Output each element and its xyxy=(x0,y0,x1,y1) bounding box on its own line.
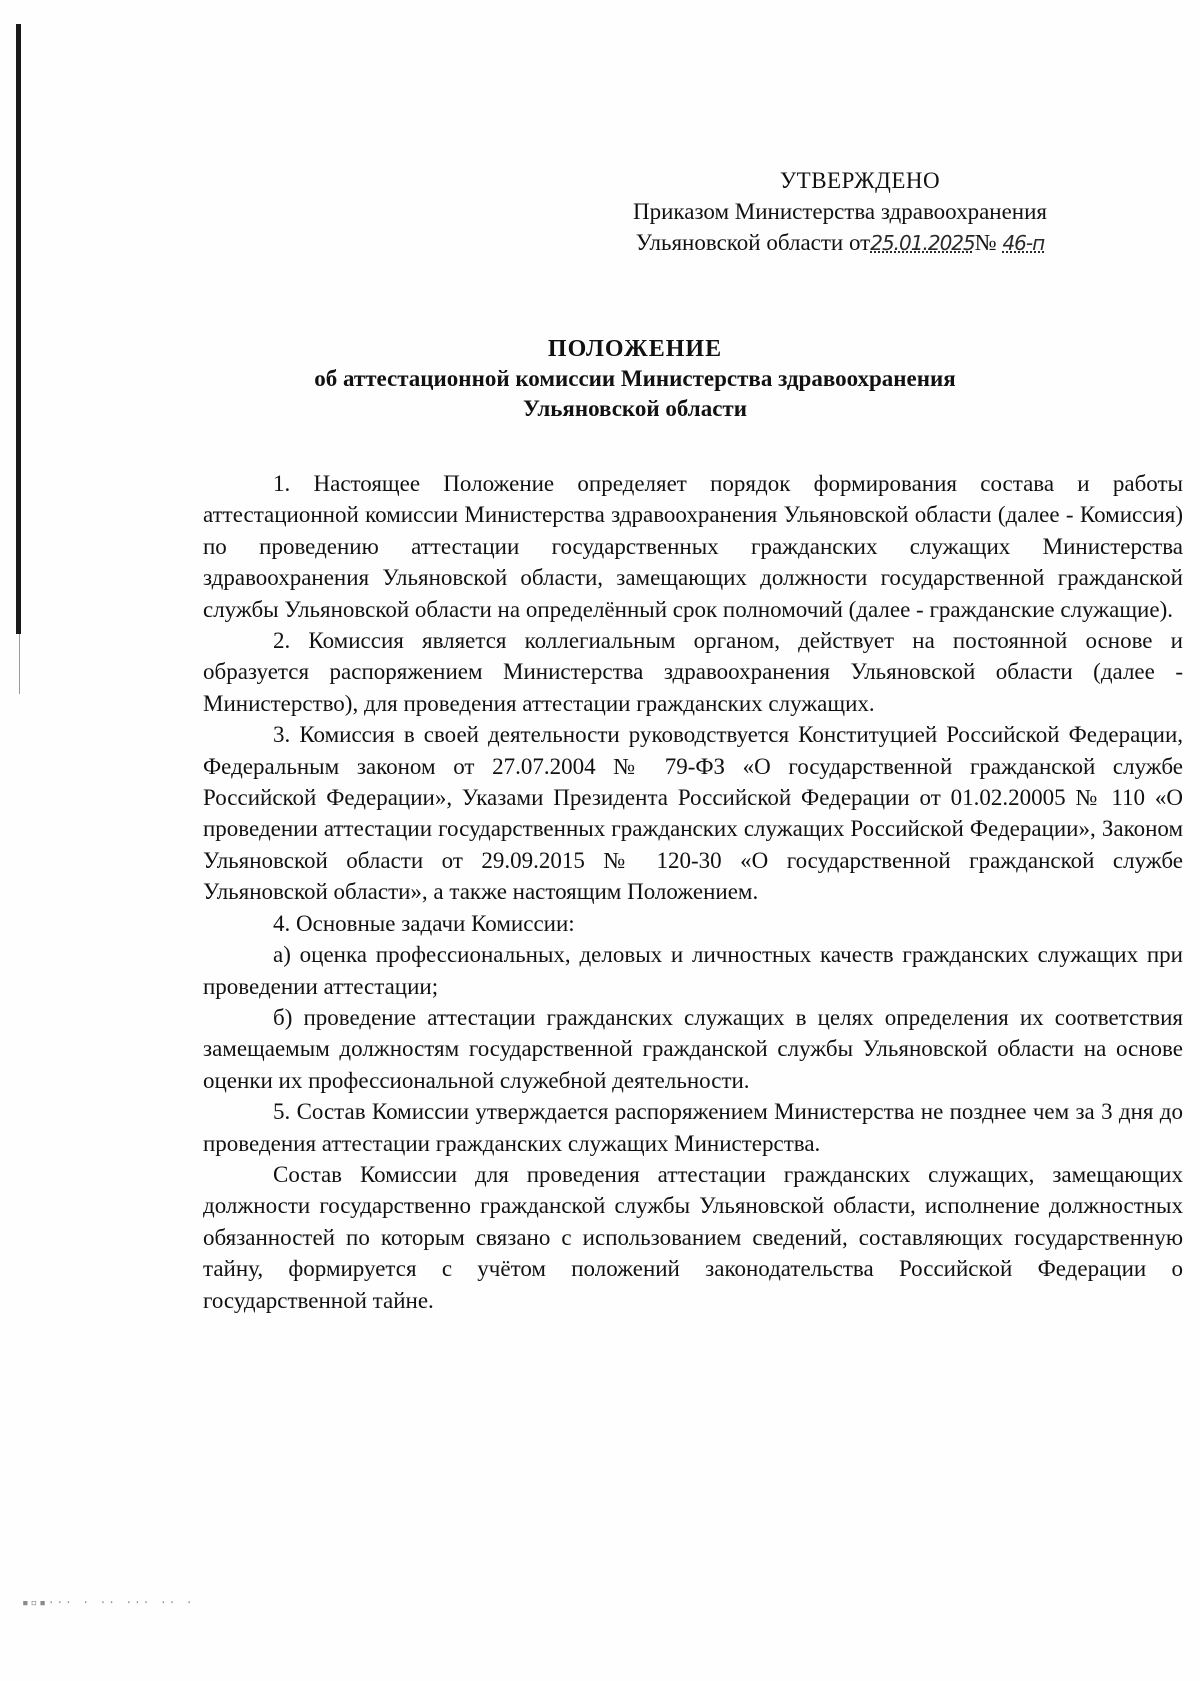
approval-stamp-block xyxy=(560,165,1120,259)
paragraph-3: 3. Комиссия в своей деятельности руководствуется Конституцией Российской Федерации, Федеральным законом от 27.07.2004 № 79-ФЗ «О государственной гражданской службе Российской Федерации», Указами Президента Российской Федерации от 01.02.20005 № 110 «О проведении аттестации государственных гражданских служащих Российской Федерации», Законом Ульяновской области от 29.09.2015 № 120-30 «О государственной гражданской службе Ульяновской области», а также настоящим Положением. xyxy=(203,722,1183,905)
approval-heading: УТВЕРЖДЕНО xyxy=(779,168,941,193)
paragraph-4: 4. Основные задачи Комиссии: xyxy=(273,910,575,936)
approval-order-line: Приказом Министерства здравоохранения xyxy=(632,199,1048,224)
scan-edge-mark-thin xyxy=(19,634,20,694)
document-body xyxy=(203,468,1183,1316)
order-number-label: № xyxy=(974,230,997,255)
paragraph-4b: б) проведение аттестации гражданских служащих в целях определения их соответствия замещаемым должностям государственной гражданской службы Ульяновской области на основе оценки их профессиональной служебной деятельности. xyxy=(203,1004,1183,1093)
scan-edge-mark xyxy=(16,24,21,634)
approval-date-line xyxy=(560,227,1120,259)
approval-region-text: Ульяновской области от xyxy=(635,230,871,255)
handwritten-date: 25.01.2025 xyxy=(870,231,975,255)
document-title: ПОЛОЖЕНИЕ xyxy=(547,336,723,362)
paragraph-5: 5. Состав Комиссии утверждается распоряжением Министерства не позднее чем за 3 дня до проведения аттестации гражданских служащих Министерства. xyxy=(203,1099,1183,1156)
document-subtitle-line-2: Ульяновской области xyxy=(523,396,747,421)
paragraph-1: 1. Настоящее Положение определяет порядок формирования состава и работы аттестационной комиссии Министерства здравоохранения Ульяновской области (далее - Комиссия) по проведению аттестации государственных гражданских служащих Министерства здравоохранения Ульяновской области, замещающих должности государственной гражданской службы Ульяновской области на определённый срок полномочий (далее - гражданские служащие). xyxy=(203,471,1183,622)
handwritten-order-number: 46-п xyxy=(1002,231,1045,255)
paragraph-4a: а) оценка профессиональных, деловых и личностных качеств гражданских служащих при проведении аттестации; xyxy=(203,942,1183,999)
document-subtitle-line-1: об аттестационной комиссии Министерства здравоохранения xyxy=(314,366,956,391)
scan-footer-noise: ▪▫▪··· · ·· ··· ·· · xyxy=(22,1596,195,1609)
document-title-block xyxy=(200,334,1070,424)
paragraph-5-continued: Состав Комиссии для проведения аттестации гражданских служащих, замещающих должности государственно гражданской службы Ульяновской области, исполнение должностных обязанностей по которым связано с использованием сведений, составляющих государственную тайну, формируется с учётом положений законодательства Российской Федерации о государственной тайне. xyxy=(203,1161,1183,1313)
paragraph-2: 2. Комиссия является коллегиальным органом, действует на постоянной основе и образуется распоряжением Министерства здравоохранения Ульяновской области (далее - Министерство), для проведения аттестации гражданских служащих. xyxy=(203,628,1183,716)
